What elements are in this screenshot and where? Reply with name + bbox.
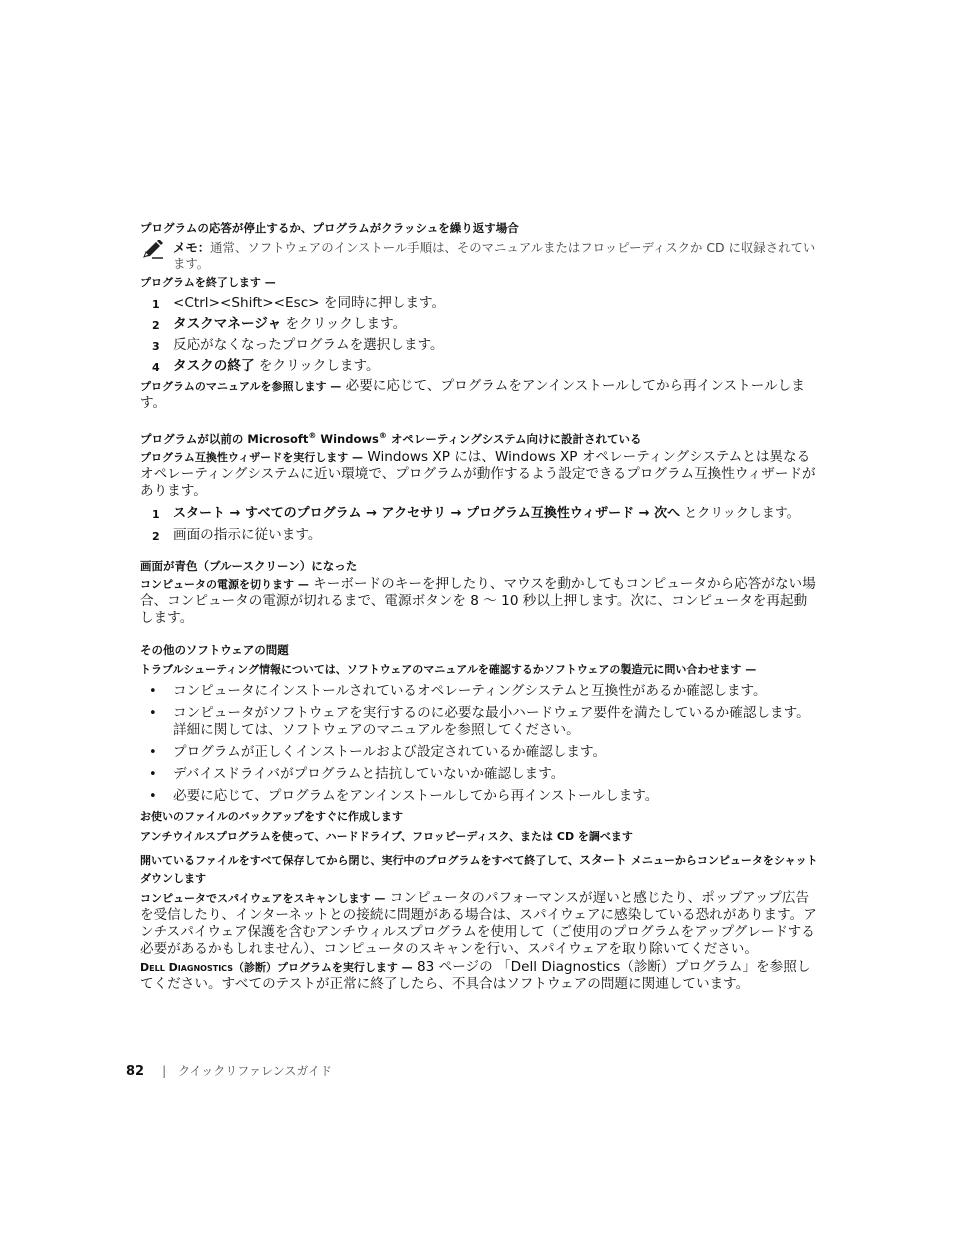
step-number: 3 xyxy=(152,340,160,353)
page-number: 82 xyxy=(126,1064,145,1079)
step-item xyxy=(140,316,818,333)
bullet-text: プログラムが正しくインストールおよび設定されているか確認します。 xyxy=(173,743,607,760)
bullet-item xyxy=(140,766,818,783)
step-text: をクリックします。 xyxy=(254,358,380,374)
bullet-text: デバイスドライバがプログラムと拮抗していないか確認します。 xyxy=(173,765,565,782)
troubleshoot-lead: トラブルシューティング情報については、ソフトウェアのマニュアルを確認するかソフトウェアの製造元に問い合わせます — xyxy=(140,662,757,676)
bullet-item xyxy=(140,788,818,805)
spyware-paragraph xyxy=(140,890,818,958)
pencil-note-icon xyxy=(141,240,165,260)
step-number: 4 xyxy=(152,361,160,374)
paragraph-text: キーボードのキーを押したり、マウスを動かしてもコンピュータから応答がない場合、コンピュータの電源が切れるまで、電源ボタンを 8 ～ 10 秒以上押します。次に、コンピュータを再起動します。 xyxy=(140,575,816,626)
paragraph-lead: （診断）プログラムを実行します — xyxy=(232,960,413,974)
step-text: 反応がなくなったプログラムを選択します。 xyxy=(173,337,444,353)
note-label: メモ： xyxy=(173,240,211,255)
shutdown-instruction xyxy=(140,851,818,888)
bullet-text: コンピュータがソフトウェアを実行するのに必要な最小ハードウェア要件を満たしているか確認します。詳細に関しては、ソフトウェアのマニュアルを参照してください。 xyxy=(173,704,810,738)
footer-title: クイックリファレンスガイド xyxy=(178,1064,333,1078)
paragraph-lead: コンピュータの電源を切ります — xyxy=(140,577,309,591)
step-item xyxy=(140,337,818,354)
step-item xyxy=(140,358,818,375)
paragraph-lead: コンピュータでスパイウェアをスキャンします — xyxy=(140,891,386,905)
step-item xyxy=(140,527,818,544)
bullet-dot-icon: • xyxy=(149,705,157,721)
step-bold-text: スタート → すべてのプログラム → アクセサリ → プログラム互換性ウィザード → 次へ xyxy=(173,505,681,521)
step-number: 2 xyxy=(152,529,160,543)
step-number: 1 xyxy=(152,298,160,311)
heading-part: Windows xyxy=(316,431,379,446)
paragraph-lead: プログラム互換性ウィザードを実行します — xyxy=(140,450,364,464)
section-heading-older-windows xyxy=(140,427,818,448)
diagnostics-paragraph xyxy=(140,959,818,993)
step-text: とクリックします。 xyxy=(680,505,800,521)
software-checklist xyxy=(140,683,818,805)
start-menu-name: スタート xyxy=(579,852,628,867)
backup-instruction: お使いのファイルのバックアップをすぐに作成します xyxy=(140,809,404,823)
compat-wizard-paragraph xyxy=(140,449,818,500)
heading-part: プログラムが以前の Microsoft xyxy=(140,431,309,446)
registered-mark: ® xyxy=(378,431,387,440)
paragraph-lead: Dell Diagnostics xyxy=(140,960,233,974)
paragraph-text: Windows XP には、Windows XP オペレーティングシステムとは異なるオペレーティングシステムに近い環境で、プログラムが動作するよう設定できるプログラム互換性ウィザードがあります。 xyxy=(140,448,816,499)
page-content xyxy=(140,220,818,993)
antivirus-instruction: アンチウイルスプログラムを使って、ハードドライブ、フロッピーディスク、または CD を調べます xyxy=(140,829,633,843)
paragraph-lead: プログラムのマニュアルを参照します — xyxy=(140,380,342,393)
paragraph-text: 83 ページの 「Dell Diagnostics（診断）プログラム」を参照してください。すべてのテストが正常に終了したら、不具合はソフトウェアの問題に関連しています。 xyxy=(140,958,811,992)
note-box xyxy=(140,240,818,272)
compat-steps xyxy=(140,505,818,544)
section-heading-blue-screen: 画面が青色（ブルースクリーン）になった xyxy=(140,558,358,573)
instruction-part: メニューからコンピュータをシャットダウンします xyxy=(140,853,818,885)
paragraph-text: コンピュータのパフォーマンスが遅いと感じたり、ポップアップ広告を受信したり、インターネットとの接続に問題がある場合は、スパイウェアに感染している恐れがあります。アンチスパイウェア保護を含むアンチウィルスプログラムを使用して（ご使用のプログラムをアップグレードする必要があるかもしれません）、コンピュータのスキャンを行い、スパイウェアを取り除いてください。 xyxy=(140,889,817,957)
bullet-dot-icon: • xyxy=(149,766,157,782)
step-item xyxy=(140,295,818,312)
step-number: 1 xyxy=(152,507,160,521)
bullet-dot-icon: • xyxy=(149,744,157,760)
note-text: 通常、ソフトウェアのインストール手順は、そのマニュアルまたはフロッピーディスクか CD に収録されています。 xyxy=(173,240,816,271)
section-heading-not-responding: プログラムの応答が停止するか、プログラムがクラッシュを繰り返す場合 xyxy=(140,221,519,235)
power-off-paragraph xyxy=(140,576,818,627)
step-item xyxy=(140,505,818,522)
step-bold-text: タスクの終了 xyxy=(173,358,255,374)
footer-separator: | xyxy=(162,1064,167,1078)
step-number: 2 xyxy=(152,319,160,332)
page-footer xyxy=(126,1062,332,1079)
section-heading-other-software: その他のソフトウェアの問題 xyxy=(140,642,289,657)
bullet-text: 必要に応じて、プログラムをアンインストールしてから再インストールします。 xyxy=(173,787,659,804)
end-program-lead: プログラムを終了します — xyxy=(140,276,276,289)
step-text: 画面の指示に従います。 xyxy=(173,526,322,543)
bullet-text: コンピュータにインストールされているオペレーティングシステムと互換性があるか確認します。 xyxy=(173,682,767,699)
step-text: <Ctrl><Shift><Esc> を同時に押します。 xyxy=(173,295,446,311)
bullet-item xyxy=(140,705,818,739)
step-text: をクリックします。 xyxy=(281,316,407,332)
paragraph-text: 必要に応じて、プログラムをアンインストールしてから再インストールします。 xyxy=(140,378,805,411)
heading-part: オペレーティングシステム向けに設計されている xyxy=(386,431,642,446)
bullet-item xyxy=(140,744,818,761)
end-program-steps xyxy=(140,295,818,375)
manual-paragraph xyxy=(140,378,818,412)
bullet-dot-icon: • xyxy=(149,683,157,699)
registered-mark: ® xyxy=(308,431,317,440)
bullet-dot-icon: • xyxy=(149,788,157,804)
step-bold-text: タスクマネージャ xyxy=(173,316,282,332)
instruction-part: 開いているファイルをすべて保存してから閉じ、実行中のプログラムをすべて終了して、 xyxy=(140,853,580,867)
bullet-item xyxy=(140,683,818,700)
